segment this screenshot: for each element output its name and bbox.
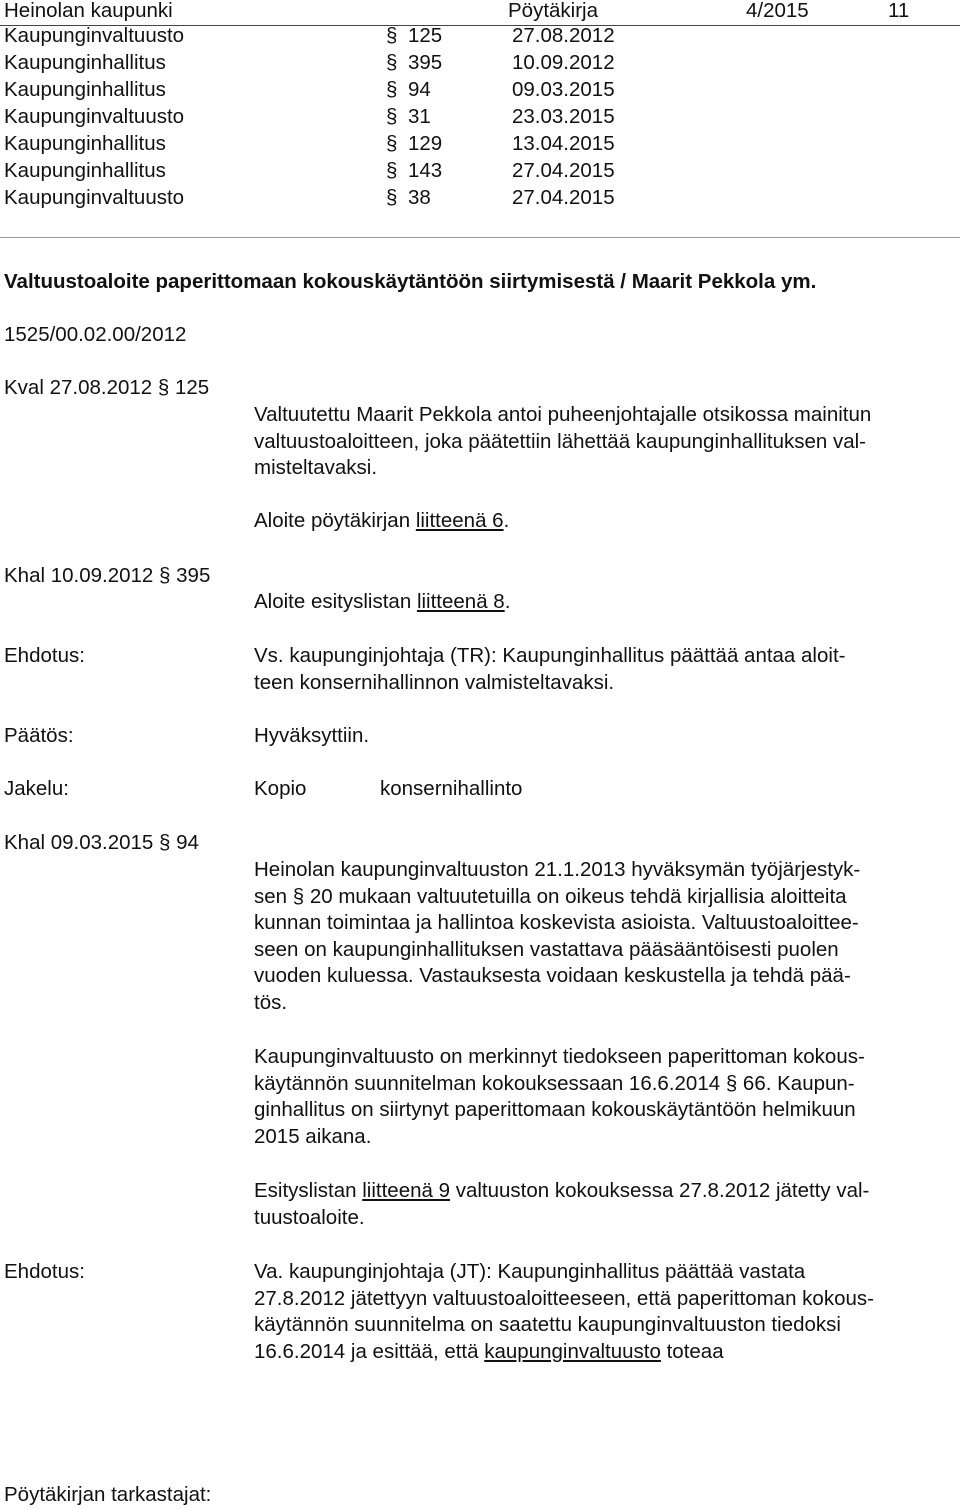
khal1-attachment xyxy=(254,589,954,616)
text-line: Valtuutettu Maarit Pekkola antoi puheenjohtajalle otsikossa mainitun xyxy=(254,403,872,426)
text-line: 27.8.2012 jätettyyn valtuustoaloitteeseen, että paperittoman kokous- xyxy=(254,1286,874,1310)
khal1-proposal xyxy=(254,643,954,696)
history-org: Kaupunginhallitus xyxy=(4,132,166,155)
history-date: 09.03.2015 xyxy=(512,78,615,101)
text-line xyxy=(254,1339,954,1366)
text-line: tuustoaloite. xyxy=(254,1205,365,1229)
text-line: sen § 20 mukaan valtuutetuilla on oikeus tehdä kirjallisia aloitteita xyxy=(254,884,847,908)
khal1-label xyxy=(4,563,210,590)
text-line: Va. kaupunginjohtaja (JT): Kaupunginhallitus päättää vastata xyxy=(254,1260,806,1283)
history-section-number: 94 xyxy=(408,78,431,101)
text-line: 2015 aikana. xyxy=(254,1124,372,1148)
council-link[interactable]: kaupunginvaltuusto xyxy=(484,1339,661,1363)
text-prefix: Esityslistan xyxy=(254,1179,363,1202)
khal2-label xyxy=(4,830,199,857)
khal2-section-number: 94 xyxy=(176,831,199,854)
khal1-section-number: 395 xyxy=(176,564,211,587)
history-section-number: 31 xyxy=(408,105,431,128)
text-line: ginhallitus on siirtynyt paperittomaan kokouskäytäntöön helmikuun xyxy=(254,1098,856,1121)
history-row xyxy=(4,23,960,50)
khal2-proposal xyxy=(254,1259,954,1365)
reviewers-label: Pöytäkirjan tarkastajat: xyxy=(4,1483,212,1506)
section-sign: § xyxy=(157,376,170,399)
section-sign: § xyxy=(386,105,398,128)
text-prefix: 16.6.2014 ja esittää, että xyxy=(254,1339,485,1363)
khal2-paragraph-2 xyxy=(254,1044,954,1150)
text-line: misteltavaksi. xyxy=(254,456,378,479)
attachment-text: Aloite esityslistan xyxy=(254,590,417,613)
text-line: Kaupunginvaltuusto on merkinnyt tiedokseen paperittoman kokous- xyxy=(254,1045,865,1068)
history-section-number: 143 xyxy=(408,159,443,182)
text-line: käytännön suunnitelma on saatettu kaupunginvaltuuston tiedoksi xyxy=(254,1313,841,1336)
history-row xyxy=(4,104,960,131)
khal2-paragraph-1 xyxy=(254,857,954,1016)
text-line: käytännön suunnitelman kokouksessaan 16.6.2014 § 66. Kaupun- xyxy=(254,1071,855,1095)
khal1-decision-label: Päätös: xyxy=(4,724,74,747)
section-sign: § xyxy=(386,132,398,155)
page-number: 11 xyxy=(888,0,910,22)
kval-attachment xyxy=(254,508,954,535)
document-title: Valtuustoaloite paperittomaan kokouskäytäntöön siirtymisestä / Maarit Pekkola ym. xyxy=(4,270,817,293)
city-name: Heinolan kaupunki xyxy=(4,0,173,22)
history-date: 27.04.2015 xyxy=(512,186,615,209)
history-row xyxy=(4,77,960,104)
khal2-date: Khal 09.03.2015 xyxy=(4,831,154,854)
section-sign: § xyxy=(159,831,171,854)
history-date: 27.04.2015 xyxy=(512,159,615,182)
history-section-number: 38 xyxy=(408,186,431,209)
attachment-link[interactable]: liitteenä 8 xyxy=(416,590,505,613)
history-section-number: 395 xyxy=(408,51,443,74)
text-line: teen konsernihallinnon valmisteltavaksi. xyxy=(254,670,615,694)
history-org: Kaupunginvaltuusto xyxy=(4,186,185,209)
text-line: valtuustoaloitteen, joka päätettiin lähettää kaupunginhallituksen val- xyxy=(254,429,866,453)
section-sign: § xyxy=(386,159,398,182)
text-line: vuoden kuluessa. Vastauksesta voidaan keskustella ja tehdä pää- xyxy=(254,964,851,987)
text-rest: valtuuston kokouksessa 27.8.2012 jätetty val- xyxy=(450,1179,870,1202)
history-org: Kaupunginvaltuusto xyxy=(4,105,185,128)
text-suffix: toteaa xyxy=(660,1339,724,1363)
history-row xyxy=(4,50,960,77)
text-line: Vs. kaupunginjohtaja (TR): Kaupunginhallitus päättää antaa aloit- xyxy=(254,644,846,667)
section-sign: § xyxy=(386,186,398,209)
khal1-date: Khal 10.09.2012 xyxy=(4,564,154,587)
history-row xyxy=(4,131,960,158)
section-sign: § xyxy=(386,24,398,47)
history-row xyxy=(4,185,960,212)
khal2-proposal-label: Ehdotus: xyxy=(4,1260,85,1283)
kval-section-number: 125 xyxy=(175,376,210,399)
history-row xyxy=(4,158,960,185)
history-section-number: 129 xyxy=(408,132,443,155)
issue-number: 4/2015 xyxy=(746,0,809,22)
text-line: tös. xyxy=(254,990,288,1014)
kval-paragraph xyxy=(254,402,954,482)
distribution-target: konsernihallinto xyxy=(380,777,523,800)
section-sign: § xyxy=(386,78,398,101)
text-line: seen on kaupunginhallituksen vastattava pääsääntöisesti puolen xyxy=(254,937,839,961)
section-sign: § xyxy=(386,51,398,74)
khal2-paragraph-3 xyxy=(254,1178,954,1231)
document-type: Pöytäkirja xyxy=(508,0,599,22)
distribution-type: Kopio xyxy=(254,777,307,800)
history-org: Kaupunginhallitus xyxy=(4,78,166,101)
distribution-label: Jakelu: xyxy=(4,777,69,800)
case-number: 1525/00.02.00/2012 xyxy=(4,323,187,346)
history-date: 27.08.2012 xyxy=(512,24,615,47)
history-org: Kaupunginhallitus xyxy=(4,159,166,182)
text-line xyxy=(254,1178,954,1205)
attachment-suffix: . xyxy=(503,509,510,532)
history-section-number: 125 xyxy=(408,24,443,47)
history-org: Kaupunginhallitus xyxy=(4,51,166,74)
section-sign: § xyxy=(159,564,171,587)
attachment-suffix: . xyxy=(504,590,511,613)
table-rule xyxy=(0,237,960,238)
khal1-proposal-label: Ehdotus: xyxy=(4,644,85,667)
kval-label xyxy=(4,375,209,402)
khal1-decision: Hyväksyttiin. xyxy=(254,724,370,747)
attachment-link[interactable]: liitteenä 9 xyxy=(362,1179,450,1202)
history-date: 13.04.2015 xyxy=(512,132,615,155)
history-org: Kaupunginvaltuusto xyxy=(4,24,185,47)
history-date: 23.03.2015 xyxy=(512,105,615,128)
kval-date: Kval 27.08.2012 xyxy=(4,376,153,399)
attachment-link[interactable]: liitteenä 6 xyxy=(415,509,504,532)
attachment-text: Aloite pöytäkirjan xyxy=(254,509,416,532)
text-line: kunnan toimintaa ja hallintoa koskevista asioista. Valtuustoaloittee- xyxy=(254,911,859,934)
history-date: 10.09.2012 xyxy=(512,51,615,74)
text-line: Heinolan kaupunginvaltuuston 21.1.2013 hyväksymän työjärjestyk- xyxy=(254,858,861,881)
